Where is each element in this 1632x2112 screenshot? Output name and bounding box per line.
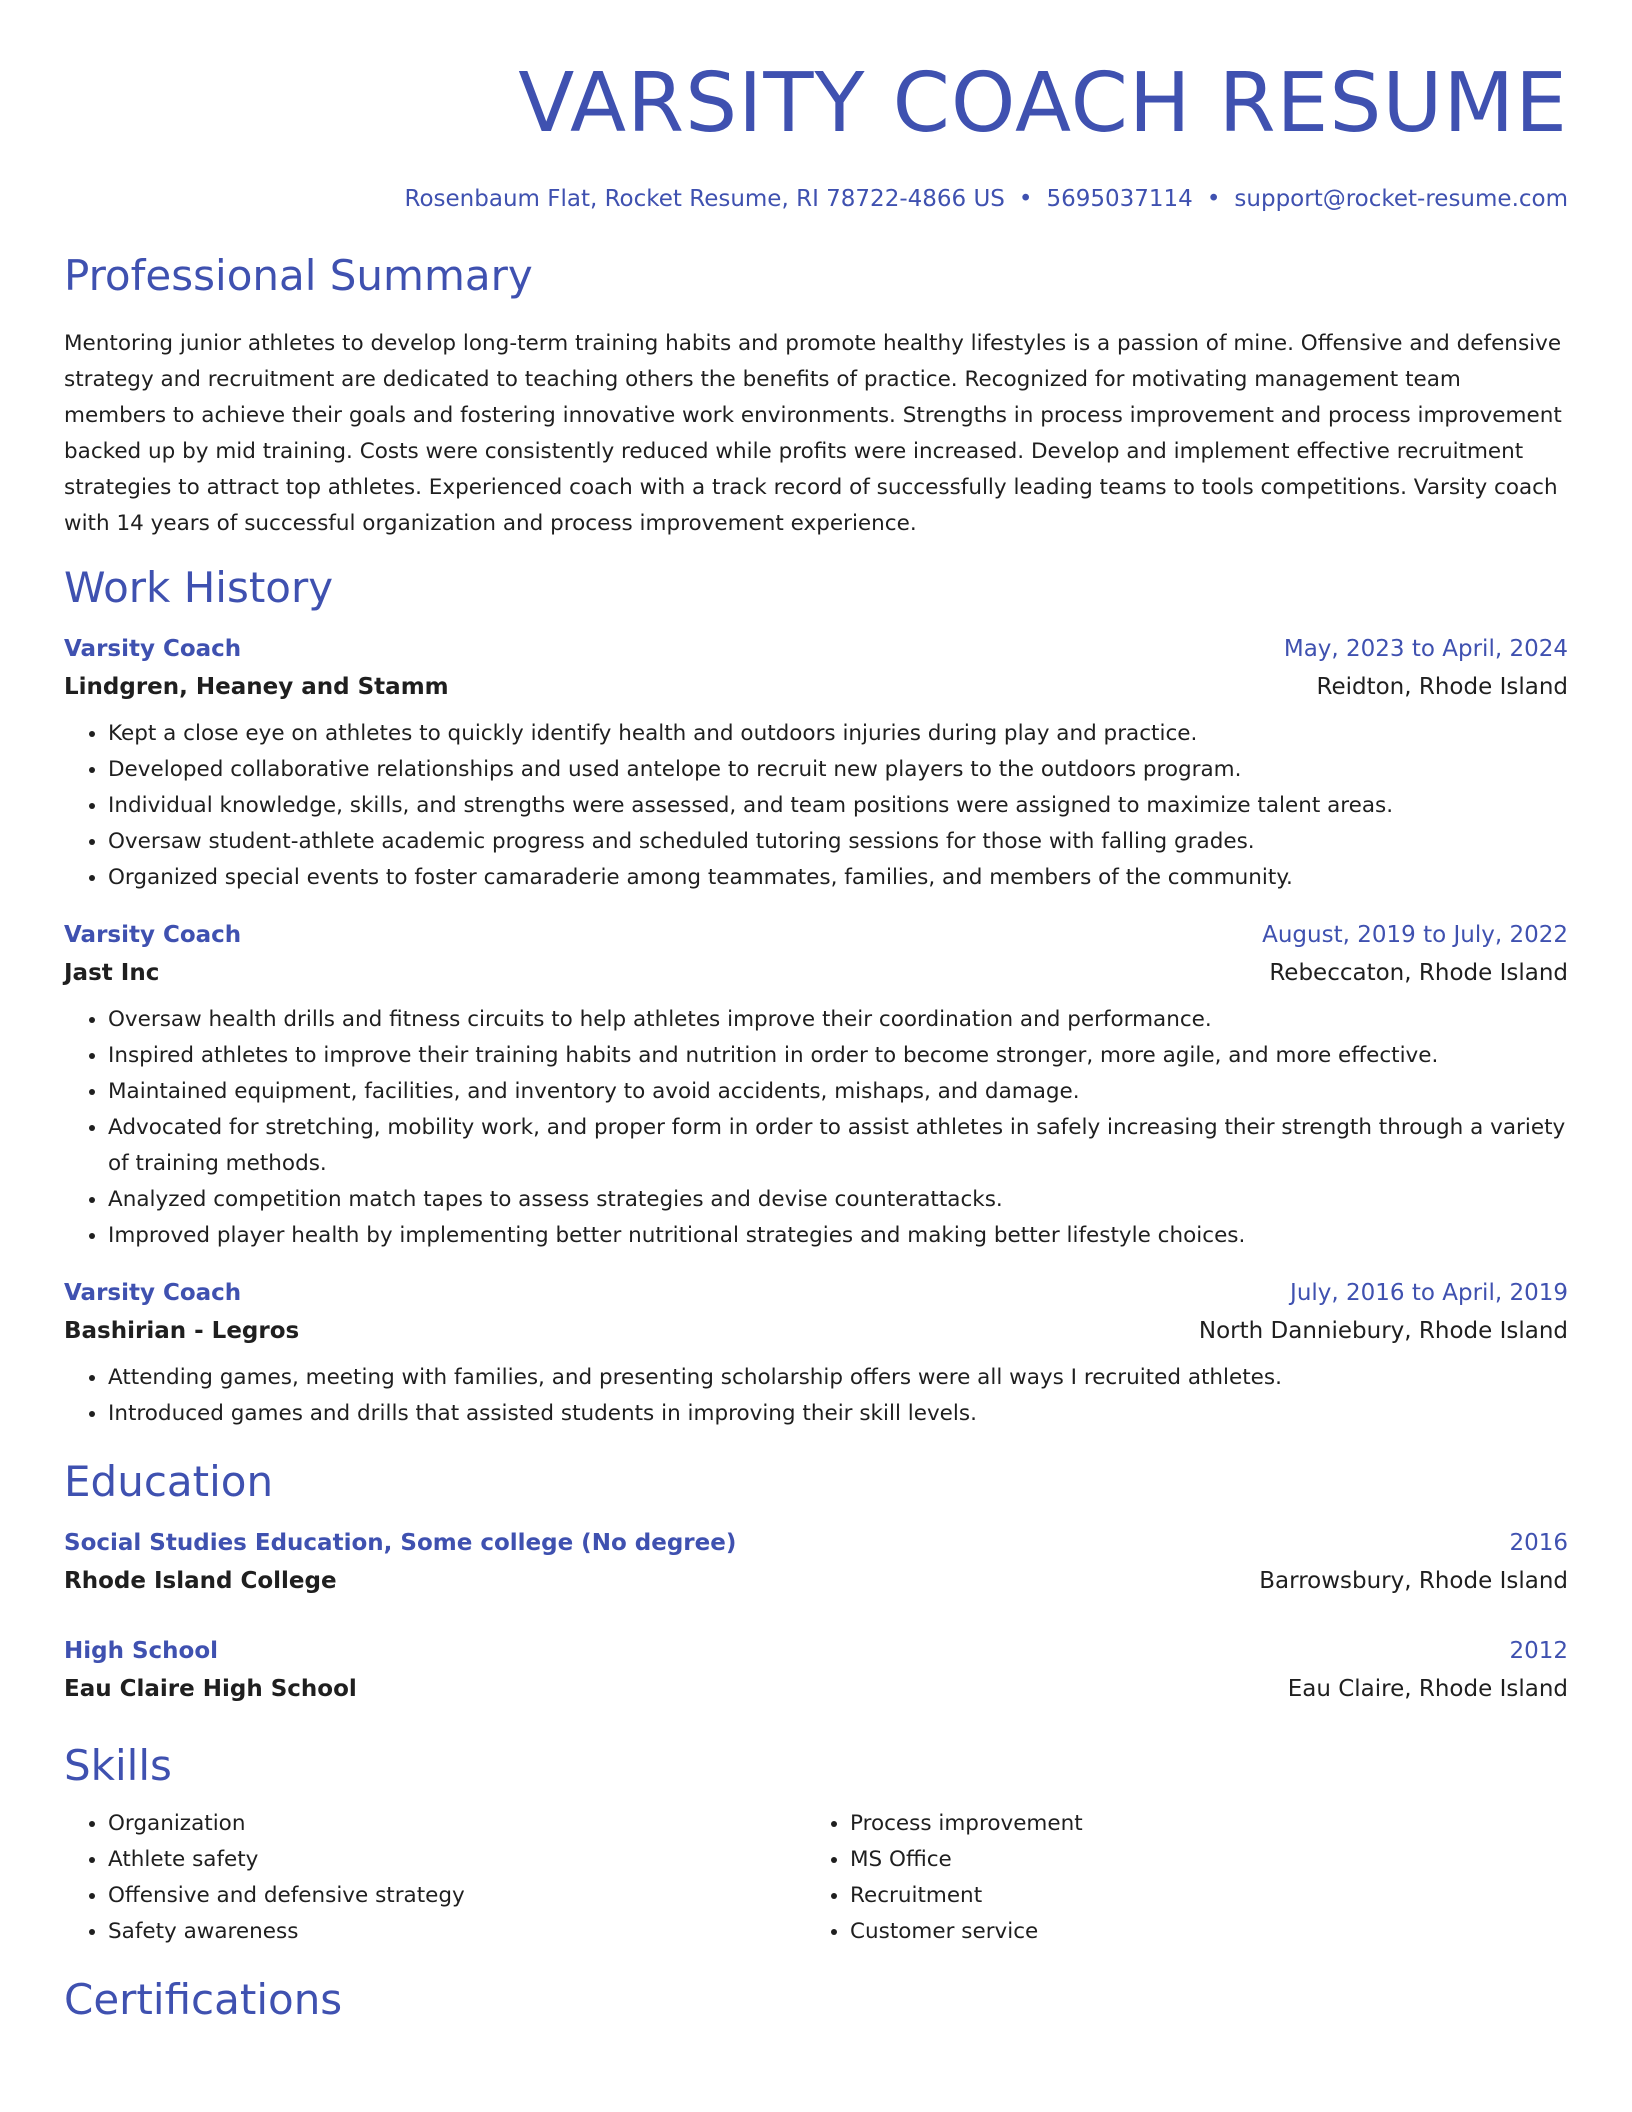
education-entry bbox=[64, 1632, 1568, 1708]
contact-line bbox=[64, 182, 1568, 216]
skill-item: • Customer service bbox=[850, 1914, 1548, 1950]
job-company: Lindgren, Heaney and Stamm bbox=[64, 674, 449, 700]
skills-list bbox=[64, 1806, 1568, 1950]
job-location: Rebeccaton, Rhode Island bbox=[1269, 960, 1568, 986]
work-history-heading: Work History bbox=[64, 563, 334, 612]
contact-email[interactable]: support@rocket-resume.com bbox=[1234, 186, 1568, 212]
education-school: Rhode Island College bbox=[64, 1568, 337, 1594]
contact-phone: 5695037114 bbox=[1046, 186, 1193, 212]
education-location: Eau Claire, Rhode Island bbox=[1287, 1676, 1568, 1702]
job-dates: May, 2023 to April, 2024 bbox=[1283, 636, 1568, 662]
job-bullet: • Maintained equipment, facilities, and inventory to avoid accidents, mishaps, and damage. bbox=[108, 1074, 1568, 1110]
job-bullet: • Oversaw health drills and fitness circuits to help athletes improve their coordination and performance. bbox=[108, 1002, 1568, 1038]
skill-item: • Process improvement bbox=[850, 1806, 1548, 1842]
summary-heading: Professional Summary bbox=[64, 251, 533, 300]
job-bullet: • Individual knowledge, skills, and strengths were assessed, and team positions were assigned to maximize talent areas. bbox=[108, 788, 1568, 824]
job-bullets bbox=[64, 1360, 1568, 1432]
contact-separator: • bbox=[1206, 186, 1221, 212]
job-bullet: • Developed collaborative relationships and used antelope to recruit new players to the outdoors program. bbox=[108, 752, 1568, 788]
education-degree: High School bbox=[64, 1638, 219, 1664]
education-year: 2012 bbox=[1509, 1638, 1568, 1664]
job-entry bbox=[64, 1274, 1568, 1432]
education-heading: Education bbox=[64, 1457, 274, 1506]
job-bullet: • Oversaw student-athlete academic progress and scheduled tutoring sessions for those with falling grades. bbox=[108, 824, 1568, 860]
job-bullet: • Improved player health by implementing better nutritional strategies and making better lifestyle choices. bbox=[108, 1218, 1568, 1254]
skill-item: • Safety awareness bbox=[108, 1914, 806, 1950]
job-bullet: • Kept a close eye on athletes to quickly identify health and outdoors injuries during play and practice. bbox=[108, 716, 1568, 752]
skills-column-left bbox=[64, 1806, 806, 1950]
job-role: Varsity Coach bbox=[64, 636, 242, 662]
skills-heading: Skills bbox=[64, 1741, 172, 1790]
education-school: Eau Claire High School bbox=[64, 1676, 357, 1702]
skill-item: • Organization bbox=[108, 1806, 806, 1842]
skill-item: • Offensive and defensive strategy bbox=[108, 1878, 806, 1914]
job-entry bbox=[64, 630, 1568, 896]
job-bullet: • Introduced games and drills that assisted students in improving their skill levels. bbox=[108, 1396, 1568, 1432]
contact-address: Rosenbaum Flat, Rocket Resume, RI 78722-4866 US bbox=[404, 186, 1005, 212]
certifications-heading: Certifications bbox=[64, 1975, 343, 2024]
job-role: Varsity Coach bbox=[64, 922, 242, 948]
education-location: Barrowsbury, Rhode Island bbox=[1259, 1568, 1568, 1594]
job-bullet: • Analyzed competition match tapes to assess strategies and devise counterattacks. bbox=[108, 1182, 1568, 1218]
education-year: 2016 bbox=[1509, 1530, 1568, 1556]
job-entry bbox=[64, 916, 1568, 1254]
job-bullet: • Attending games, meeting with families, and presenting scholarship offers were all ways I recruited athletes. bbox=[108, 1360, 1568, 1396]
job-location: North Danniebury, Rhode Island bbox=[1198, 1318, 1568, 1344]
skills-column-right bbox=[806, 1806, 1548, 1950]
job-location: Reidton, Rhode Island bbox=[1316, 674, 1568, 700]
job-company: Jast Inc bbox=[64, 960, 160, 986]
skill-item: • Recruitment bbox=[850, 1878, 1548, 1914]
job-company: Bashirian - Legros bbox=[64, 1318, 300, 1344]
job-bullet: • Organized special events to foster camaraderie among teammates, families, and members of the community. bbox=[108, 860, 1568, 896]
job-bullet: • Inspired athletes to improve their training habits and nutrition in order to become stronger, more agile, and more effective. bbox=[108, 1038, 1568, 1074]
skill-item: • MS Office bbox=[850, 1842, 1548, 1878]
education-degree: Social Studies Education, Some college (No degree) bbox=[64, 1530, 737, 1556]
job-bullets bbox=[64, 1002, 1568, 1254]
job-dates: July, 2016 to April, 2019 bbox=[1290, 1280, 1568, 1306]
job-role: Varsity Coach bbox=[64, 1280, 242, 1306]
job-bullets bbox=[64, 716, 1568, 896]
job-bullet: • Advocated for stretching, mobility work, and proper form in order to assist athletes in safely increasing their strength through a variety of training methods. bbox=[108, 1110, 1568, 1182]
education-entry bbox=[64, 1524, 1568, 1600]
job-dates: August, 2019 to July, 2022 bbox=[1262, 922, 1568, 948]
resume-page bbox=[64, 0, 1568, 2028]
summary-text: Mentoring junior athletes to develop long-term training habits and promote healthy lifestyles is a passion of mine. Offensive and defensive strategy and recruitment are dedicated to teaching others the benefits of practice. Recognized for motivating management team members to achieve their goals and fostering innovative work environments. Strengths in process improvement and process improvement backed up by mid training. Costs were consistently reduced while profits were increased. Develop and implement effective recruitment strategies to attract top athletes. Experienced coach with a track record of successfully leading teams to tools competitions. Varsity coach with 14 years of successful organization and process improvement experience. bbox=[64, 331, 1562, 536]
resume-title: VARSITY COACH RESUME bbox=[518, 56, 1568, 151]
skill-item: • Athlete safety bbox=[108, 1842, 806, 1878]
contact-separator: • bbox=[1018, 186, 1033, 212]
